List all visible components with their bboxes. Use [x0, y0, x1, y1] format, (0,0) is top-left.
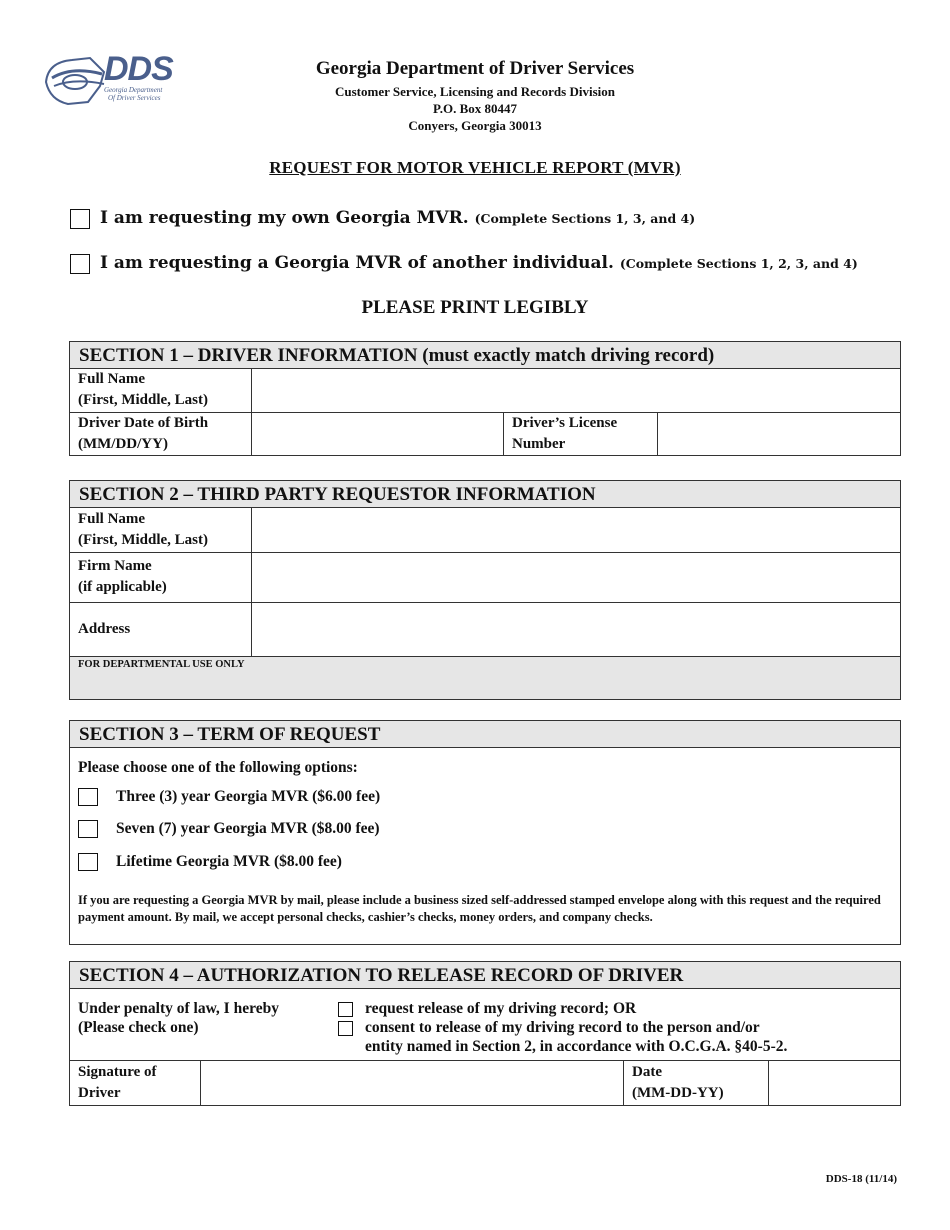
- requestor-name-field[interactable]: [252, 508, 901, 552]
- address-field[interactable]: [252, 602, 901, 656]
- dob-label: Driver Date of Birth (MM/DD/YY): [70, 412, 252, 455]
- dob-field[interactable]: [252, 412, 504, 455]
- section-4-authorization: [69, 961, 901, 1106]
- consent-release-checkbox[interactable]: [338, 1021, 353, 1036]
- full-name-label: Full Name (First, Middle, Last): [70, 369, 252, 412]
- term-3yr-checkbox[interactable]: [78, 788, 98, 806]
- agency-name: Georgia Department of Driver Services: [315, 58, 635, 79]
- release-own-record-option[interactable]: request release of my driving record; OR: [338, 999, 636, 1018]
- term-lifetime-checkbox[interactable]: [78, 853, 98, 871]
- term-option-7yr[interactable]: Seven (7) year Georgia MVR ($8.00 fee): [78, 820, 380, 838]
- section-3-heading: SECTION 3 – TERM OF REQUEST: [70, 721, 900, 748]
- request-own-checkbox[interactable]: [70, 209, 90, 229]
- dds-logo-text: DDS: [104, 50, 173, 88]
- license-number-field[interactable]: [658, 412, 901, 455]
- penalty-text: Under penalty of law, I hereby (Please check one): [78, 1000, 279, 1036]
- term-option-lifetime[interactable]: Lifetime Georgia MVR ($8.00 fee): [78, 853, 342, 871]
- agency-address: Customer Service, Licensing and Records Division P.O. Box 80447 Conyers, Georgia 30013: [335, 84, 615, 133]
- consent-release-option[interactable]: consent to release of my driving record to the person and/or entity named in Section 2, in accordance with O.C.G.A. §40-5-2.: [338, 1018, 787, 1056]
- dds-logo-subtitle: Georgia Department Of Driver Services: [104, 86, 163, 102]
- mail-instructions: If you are requesting a Georgia MVR by mail, please include a business sized self-addressed stamped envelope along with this request and the required payment amount. By mail, we accept personal checks, cashier’s checks, money orders, and company checks.: [78, 893, 881, 924]
- section-2-requestor-info: [69, 480, 901, 700]
- driver-full-name-field[interactable]: [252, 369, 901, 412]
- section-1-driver-info: [69, 341, 901, 456]
- license-number-label: Driver’s License Number: [504, 412, 658, 455]
- date-label: Date (MM-DD-YY): [624, 1061, 769, 1105]
- section-4-heading: SECTION 4 – AUTHORIZATION TO RELEASE RECORD OF DRIVER: [70, 962, 900, 989]
- request-other-checkbox[interactable]: [70, 254, 90, 274]
- signature-label: Signature of Driver: [70, 1061, 201, 1105]
- departmental-use-box: FOR DEPARTMENTAL USE ONLY: [70, 656, 900, 699]
- section-2-heading: SECTION 2 – THIRD PARTY REQUESTOR INFORMATION: [70, 481, 900, 508]
- section-3-term: [69, 720, 901, 945]
- release-own-checkbox[interactable]: [338, 1002, 353, 1017]
- requestor-name-label: Full Name (First, Middle, Last): [70, 508, 252, 552]
- term-7yr-checkbox[interactable]: [78, 820, 98, 838]
- firm-name-label: Firm Name (if applicable): [70, 552, 252, 602]
- signature-field[interactable]: [201, 1061, 624, 1105]
- term-option-3yr[interactable]: Three (3) year Georgia MVR ($6.00 fee): [78, 788, 380, 806]
- address-label: Address: [70, 602, 252, 656]
- request-own-option[interactable]: I am requesting my own Georgia MVR. (Complete Sections 1, 3, and 4): [70, 208, 695, 229]
- print-legibly-notice: PLEASE PRINT LEGIBLY: [361, 297, 589, 318]
- firm-name-field[interactable]: [252, 552, 901, 602]
- form-number: DDS-18 (11/14): [825, 1173, 897, 1185]
- term-prompt: Please choose one of the following options:: [78, 759, 358, 776]
- request-other-option[interactable]: I am requesting a Georgia MVR of another individual. (Complete Sections 1, 2, 3, and 4): [70, 253, 858, 274]
- date-field[interactable]: [769, 1061, 901, 1105]
- authorization-choices: [70, 989, 900, 1060]
- section-1-heading: SECTION 1 – DRIVER INFORMATION (must exactly match driving record): [70, 342, 900, 369]
- form-title: REQUEST FOR MOTOR VEHICLE REPORT (MVR): [269, 158, 681, 177]
